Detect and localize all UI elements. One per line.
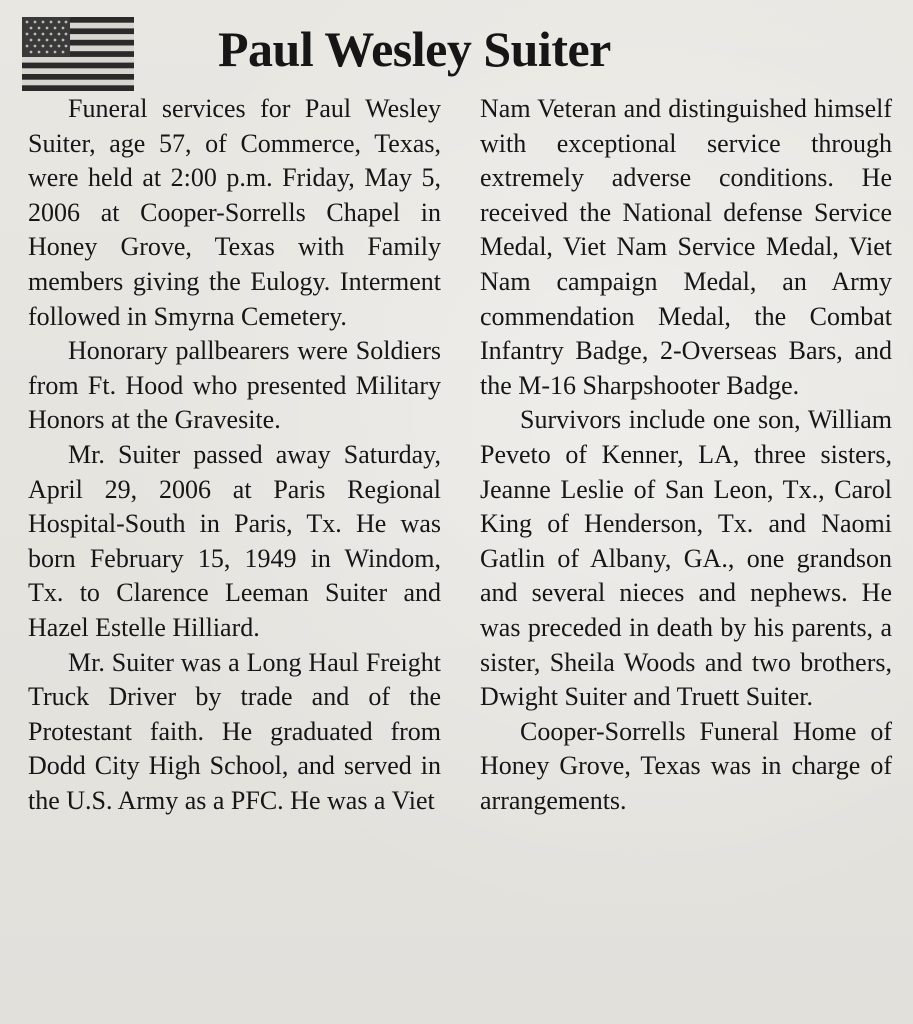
paragraph-service-medals: Nam Veteran and distinguished himself with exceptional service through extremely adverse conditions. He received the National defense Service Medal, Viet Nam Service Medal, Viet Nam campaign Medal, an Army commendation Medal, the Combat Infantry Badge, 2-Overseas Bars, and the M-16 Sharpshooter Badge.: [480, 94, 892, 400]
left-column: [28, 92, 441, 818]
us-flag-icon: [22, 17, 134, 91]
right-column: [480, 92, 892, 818]
paragraph-funeral-services: Funeral services for Paul Wesley Suiter, age 57, of Commerce, Texas, were held at 2:00 p.m. Friday, May 5, 2006 at Cooper-Sorrells Chapel in Honey Grove, Texas with Family members giving the Eulogy. Interment followed in Smyrna Cemetery.: [28, 94, 441, 331]
paragraph-arrangements: Cooper-Sorrells Funeral Home of Honey Grove, Texas was in charge of arrangements.: [480, 716, 892, 815]
paragraph-pallbearers: Honorary pallbearers were Soldiers from Ft. Hood who presented Military Honors at the Gravesite.: [28, 336, 441, 435]
paragraph-passing: Mr. Suiter passed away Saturday, April 29, 2006 at Paris Regional Hospital-South in Paris, Tx. He was born February 15, 1949 in Windom, Tx. to Clarence Leeman Suiter and Hazel Estelle Hilliard.: [28, 439, 441, 642]
paragraph-survivors: Survivors include one son, William Peveto of Kenner, LA, three sisters, Jeanne Leslie of San Leon, Tx., Carol King of Henderson, Tx. and Naomi Gatlin of Albany, GA., one grandson and several nieces and nephews. He was preceded in death by his parents, a sister, Sheila Woods and two brothers, Dwight Suiter and Truett Suiter.: [480, 405, 892, 712]
obituary-title: Paul Wesley Suiter: [218, 21, 611, 77]
paragraph-career: Mr. Suiter was a Long Haul Freight Truck Driver by trade and of the Protestant faith. He graduated from Dodd City High School, and served in the U.S. Army as a PFC. He was a Viet: [28, 647, 441, 815]
